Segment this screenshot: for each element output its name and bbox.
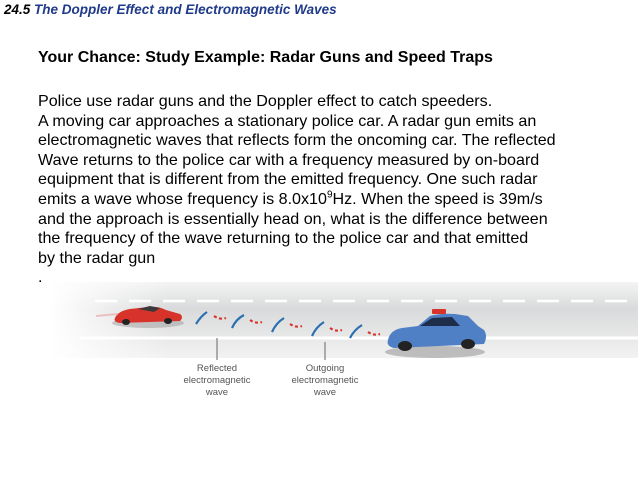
radar-illustration	[0, 280, 638, 405]
reflected-label-line: electromagnetic	[183, 375, 251, 386]
text-line: .	[38, 268, 43, 287]
text-line: equipment that is different from the emitted frequency. One such radar	[38, 170, 538, 189]
problem-text	[38, 92, 628, 288]
slide-title: Your Chance: Study Example: Radar Guns and Speed Traps	[38, 49, 493, 66]
reflected-label-line: wave	[205, 387, 229, 398]
section-number: 24.5	[4, 2, 31, 17]
reflected-label-line: Reflected	[196, 363, 238, 374]
text-line: and the approach is essentially head on, what is the difference between	[38, 209, 548, 228]
text-line	[38, 190, 628, 210]
text-segment: Hz. When the speed is 39m/s	[332, 189, 543, 208]
exponent: 9	[326, 189, 333, 201]
section-title: The Doppler Effect and Electromagnetic Waves	[34, 2, 337, 17]
text-line: A moving car approaches a stationary police car. A radar gun emits an	[38, 111, 537, 130]
text-line: by the radar gun	[38, 248, 156, 267]
text-segment: emits a wave whose frequency is 8.0x10	[38, 189, 327, 208]
slide-header	[4, 2, 337, 17]
text-line: electromagnetic waves that reflects form the oncoming car. The reflected	[38, 131, 556, 150]
outgoing-label-line: Outgoing	[305, 363, 345, 374]
text-line: Wave returns to the police car with a frequency measured by on-board	[38, 150, 540, 169]
outgoing-label-line: wave	[313, 387, 337, 398]
text-line: the frequency of the wave returning to the police car and that emitted	[38, 229, 529, 248]
text-line: Police use radar guns and the Doppler effect to catch speeders.	[38, 92, 493, 110]
outgoing-label-line: electromagnetic	[291, 375, 359, 386]
